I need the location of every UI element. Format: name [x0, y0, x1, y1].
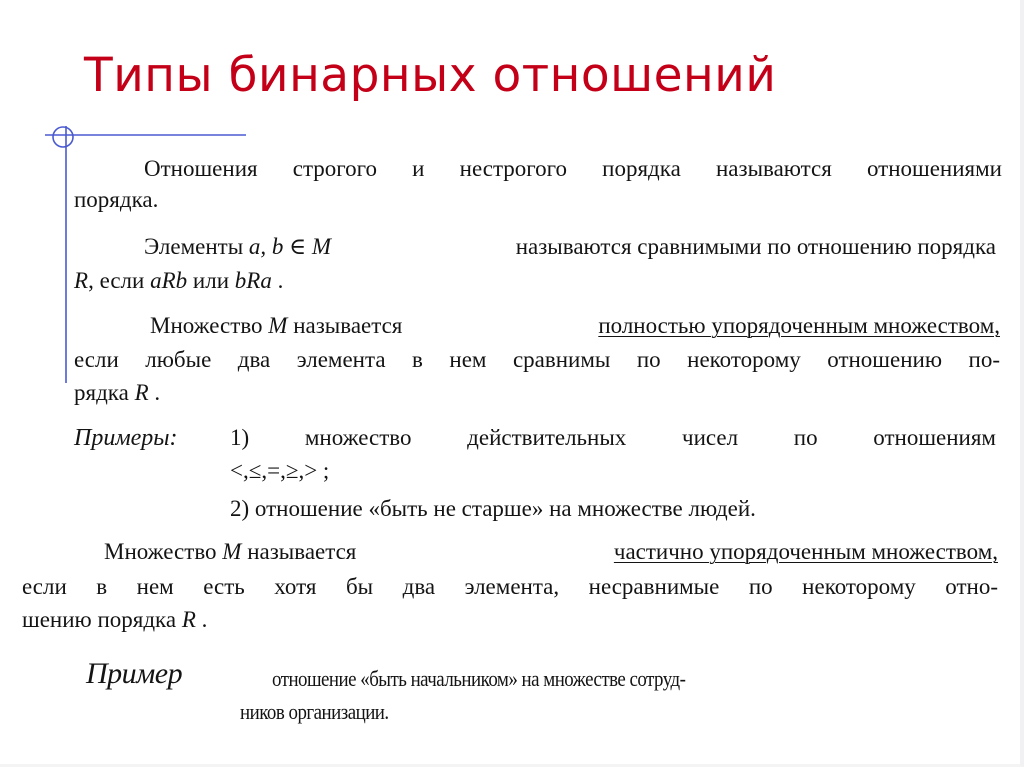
para3-line1-left [150, 311, 402, 341]
para2-suffix: называются сравнимыми по отношению порядка [515, 234, 996, 259]
para2-line2 [74, 266, 283, 296]
math-a-b-in-M: a, b ∈ M [248, 234, 332, 259]
para3-prefix: Множество [150, 313, 269, 338]
example-2 [230, 494, 756, 524]
example-1-text: 1) множество действительных чисел по отношениям [230, 425, 996, 450]
math-R: R [181, 607, 196, 632]
para1-line2 [74, 185, 158, 215]
para2-line1-left [144, 232, 331, 262]
term-partially-ordered-set: частично упорядоченным множеством, [613, 539, 998, 564]
math-aRb: aRb [150, 268, 188, 293]
example2-text: отношение «быть начальником» на множестве сотруд- [272, 666, 686, 691]
example2-line1 [272, 664, 926, 694]
math-R: R [134, 380, 149, 405]
para4-end-prefix: шению порядка [22, 607, 182, 632]
para2-line1 [144, 232, 996, 262]
para2-mid2: или [187, 268, 235, 293]
para2-mid1: , если [88, 268, 151, 293]
para3-end-prefix: рядка [74, 380, 135, 405]
example2-text-end: ников организации. [240, 699, 389, 724]
math-M: M [222, 539, 242, 564]
para1-text: Отношения строгого и нестрогого порядка называются отношениями [144, 156, 1002, 181]
relation-symbols: <,≤,=,≥,> ; [230, 458, 330, 483]
crosshair-icon [53, 127, 73, 147]
para4-line3 [22, 605, 207, 635]
para3-text: если любые два элемента в нем сравнимы по некоторому отношению по- [74, 347, 1000, 372]
para2-end: . [271, 268, 284, 293]
para4-text: если в нем есть хотя бы два элемента, несравнимые по некоторому отно- [22, 574, 998, 599]
term-totally-ordered-set: полностью упорядоченным множеством, [598, 313, 1000, 338]
para4-prefix: Множество [104, 539, 223, 564]
para3-line1 [150, 311, 1000, 341]
para4-line1 [104, 537, 998, 567]
para4-end: . [195, 607, 208, 632]
para1-text-end: порядка. [74, 187, 159, 212]
para3-end: . [148, 380, 161, 405]
example-1-line2 [230, 456, 329, 486]
para4-line1-left [104, 537, 356, 567]
para4-line2 [22, 572, 998, 602]
para2-prefix: Элементы [144, 234, 249, 259]
para3-line3 [74, 378, 160, 408]
example-1-line1 [230, 423, 996, 453]
math-M: M [268, 313, 288, 338]
math-bRa: bRa [234, 268, 272, 293]
example-2-text: 2) отношение «быть не старше» на множестве людей. [230, 496, 756, 521]
para4-mid: называется [241, 539, 357, 564]
para3-mid: называется [287, 313, 403, 338]
example-label: Пример [86, 657, 183, 690]
para3-line2 [74, 345, 1000, 375]
example2-line2 [240, 697, 389, 727]
slide-title: Типы бинарных отношений [84, 48, 777, 103]
examples-label: Примеры: [74, 425, 178, 451]
math-R: R [74, 268, 89, 293]
para1-line1 [144, 154, 1002, 184]
